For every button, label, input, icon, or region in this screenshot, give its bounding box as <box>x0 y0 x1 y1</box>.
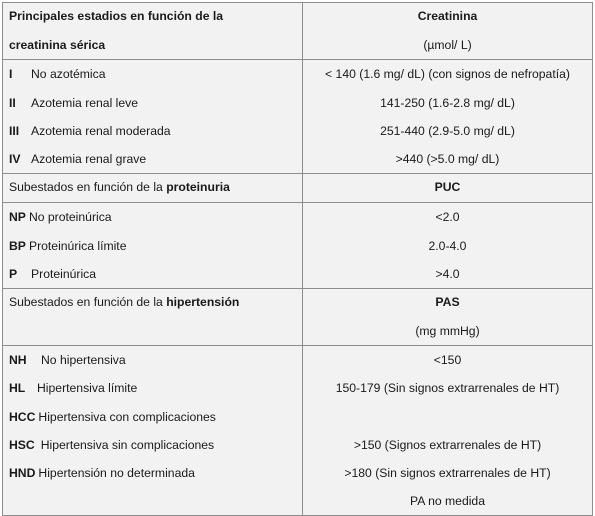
hypertension-header-row <box>3 288 593 345</box>
stage-item: HCC Hipertensiva con complicaciones <box>9 409 216 424</box>
stage-item: I No azotémica <box>9 67 106 82</box>
hypertension-header-pas: PAS <box>435 294 460 309</box>
stage-item: BP Proteinúrica límite <box>9 238 127 253</box>
stage-value: 150-179 (Sin signos extrarrenales de HT) <box>335 381 560 396</box>
stage-value <box>309 403 586 431</box>
stage-item: HL Hipertensiva límite <box>9 381 138 396</box>
proteinuria-header-left <box>3 174 303 203</box>
header-right-cell <box>303 3 593 60</box>
proteinuria-header-row <box>3 174 593 203</box>
stage-value: >4.0 <box>435 266 460 281</box>
stage-item: NH No hipertensiva <box>9 353 126 368</box>
creatinine-stages-row <box>3 60 593 174</box>
hypertension-header-prefix: Subestados en función de la <box>9 294 167 309</box>
proteinuria-stage-values <box>303 203 593 289</box>
header-left-cell <box>3 3 303 60</box>
proteinuria-header-right <box>303 174 593 203</box>
stage-item: III Azotemia renal moderada <box>9 123 171 138</box>
header-right-line-1: Creatinina <box>417 9 478 23</box>
stage-value: 2.0-4.0 <box>428 238 467 253</box>
proteinuria-header-bold: proteinuria <box>166 180 230 195</box>
hypertension-header-bold: hipertensión <box>166 294 240 309</box>
stage-item: IV Azotemia renal grave <box>9 151 147 166</box>
table-header-row <box>3 3 593 60</box>
header-left-line-1: Principales estadios en función de la <box>9 9 224 23</box>
stage-value: <150 <box>433 353 462 368</box>
stage-value: 251-440 (2.9-5.0 mg/ dL) <box>380 123 515 138</box>
hypertension-header-unit: (mg mmHg) <box>415 324 480 339</box>
header-right-line-2: (µmol/ L) <box>423 38 472 53</box>
stage-value: 141-250 (1.6-2.8 mg/ dL) <box>380 95 515 110</box>
creatinine-stage-values <box>303 60 593 174</box>
hypertension-stage-labels <box>3 346 303 516</box>
staging-table <box>2 2 593 516</box>
stage-item: P Proteinúrica <box>9 266 97 281</box>
stage-item: NP No proteinúrica <box>9 210 112 225</box>
stage-item: HSC Hipertensiva sin complicaciones <box>9 437 215 452</box>
stage-item: II Azotemia renal leve <box>9 95 139 110</box>
header-left-line-2: creatinina sérica <box>9 38 106 53</box>
proteinuria-header-prefix: Subestados en función de la <box>9 180 167 195</box>
hypertension-header-right <box>303 288 593 345</box>
stage-value: >150 (Signos extrarrenales de HT) <box>353 437 542 452</box>
hypertension-stage-values <box>303 346 593 516</box>
stage-value: PA no medida <box>410 494 485 509</box>
proteinuria-stage-labels <box>3 203 303 289</box>
stage-value: <2.0 <box>435 210 460 225</box>
stage-item <box>9 487 296 515</box>
creatinine-stage-labels <box>3 60 303 174</box>
stage-value: >440 (>5.0 mg/ dL) <box>395 151 500 166</box>
stage-value: < 140 (1.6 mg/ dL) (con signos de nefropatía) <box>325 67 570 82</box>
stage-value: >180 (Sin signos extrarrenales de HT) <box>344 466 551 480</box>
stage-item: HND Hipertensión no determinada <box>9 466 195 480</box>
hypertension-stages-row <box>3 346 593 516</box>
hypertension-header-left <box>3 288 303 345</box>
proteinuria-header-puc: PUC <box>434 180 461 195</box>
proteinuria-stages-row <box>3 203 593 289</box>
